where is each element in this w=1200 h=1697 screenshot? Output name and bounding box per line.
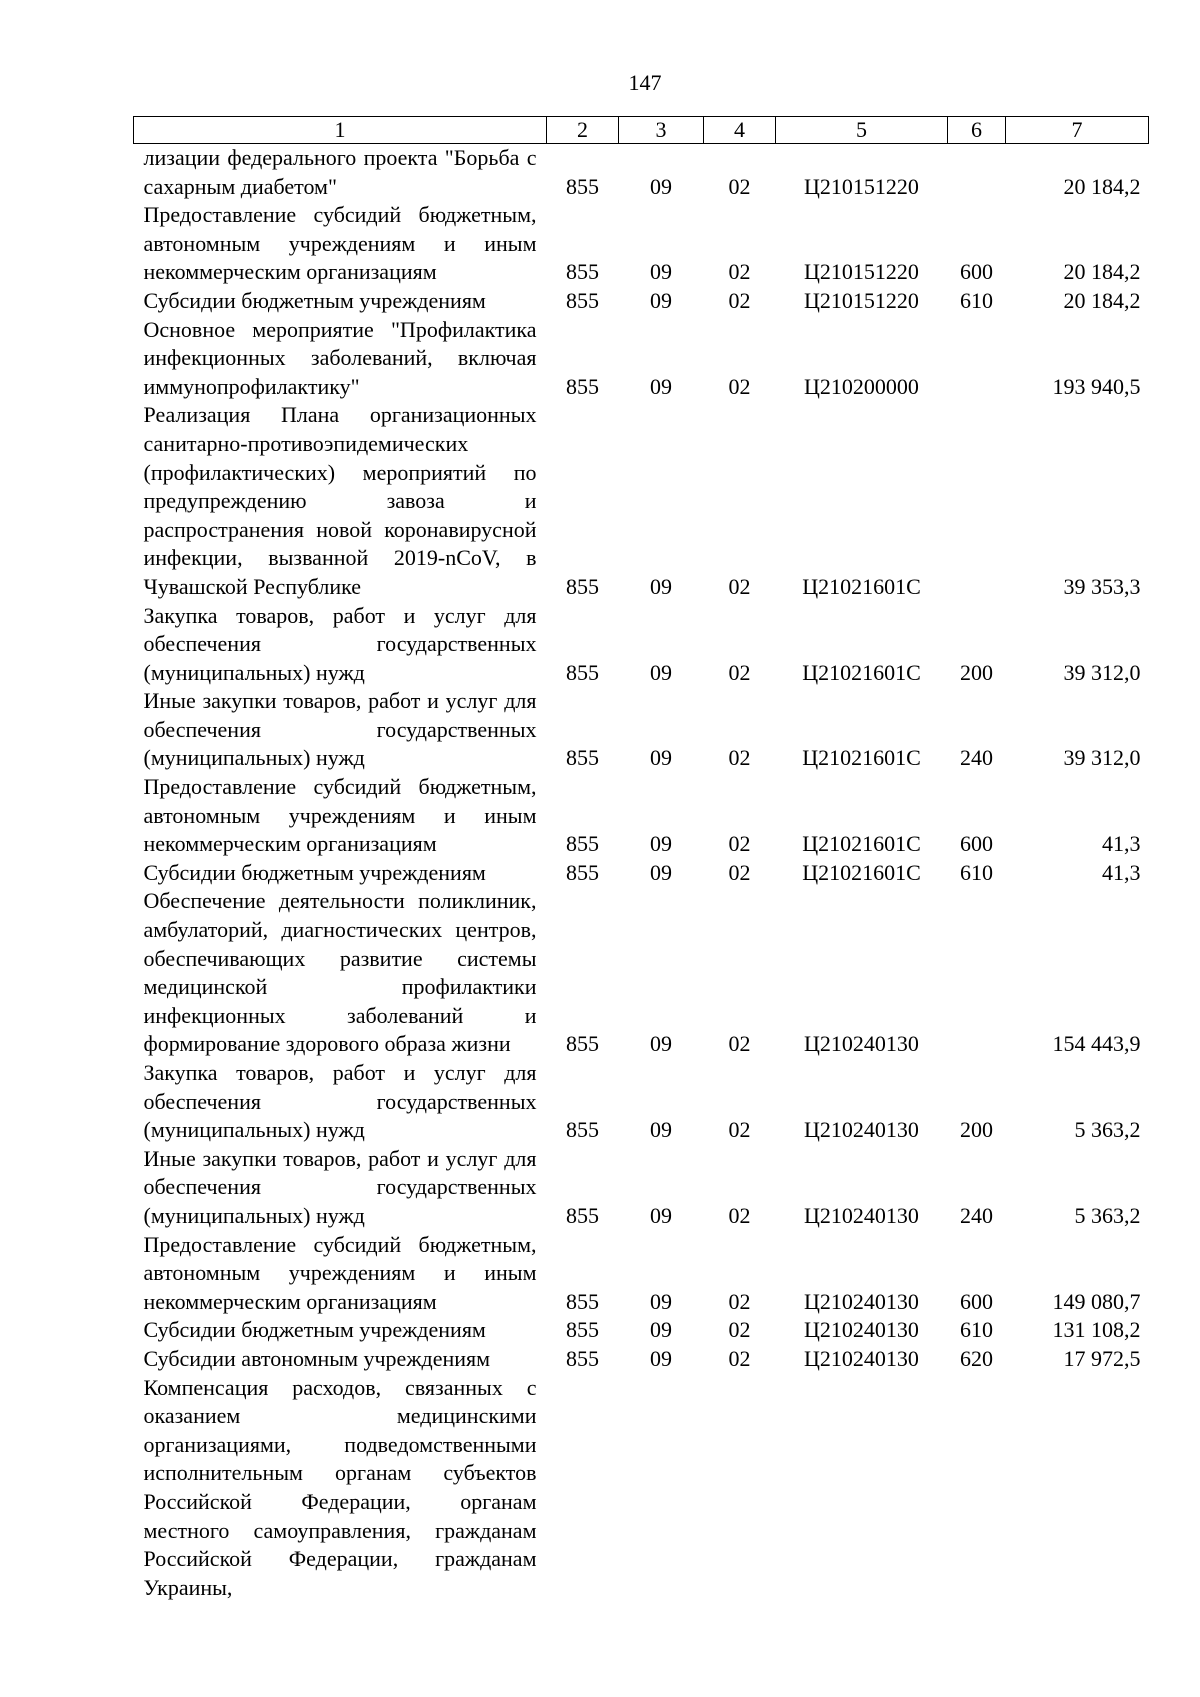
table-row (134, 287, 1149, 316)
row-target-article: Ц210151220 (804, 173, 919, 199)
row-section: 09 (650, 1317, 672, 1343)
row-sum: 17 972,5 (1063, 1345, 1141, 1371)
row-target-article: Ц21021601С (802, 659, 921, 685)
row-name: Субсидии бюджетным учреждениям (143, 287, 486, 313)
row-grbs: 855 (566, 287, 599, 313)
row-subsection: 02 (728, 1202, 751, 1228)
row-target-article: Ц210240130 (804, 1117, 919, 1143)
row-expense-type: 600 (960, 259, 993, 285)
row-name: Реализация Плана организационных санитарно-противоэпидемических (профилактических) мероприятий по предупреждению завоза и распространения новой коронавирусной инфекции, вызванной 2019-nCoV, в Чувашской Республике (143, 402, 537, 599)
table-row (134, 773, 1149, 859)
row-target-article: Ц21021601С (802, 745, 921, 771)
row-sum: 41,3 (1102, 831, 1141, 857)
row-name: Обеспечение деятельности поликлиник, амбулаторий, диагностических центров, обеспечивающих развитие системы медицинской профилактики инфекционных заболеваний и формирование здорового образа жизни (143, 888, 537, 1057)
row-section: 09 (650, 373, 672, 399)
row-name: лизации федерального проекта "Борьба с сахарным диабетом" (143, 145, 537, 199)
row-subsection: 02 (728, 1031, 751, 1057)
row-target-article: Ц21021601С (802, 859, 921, 885)
table-row (134, 1145, 1149, 1231)
row-subsection: 02 (728, 1345, 751, 1371)
table-row (134, 1059, 1149, 1145)
row-subsection: 02 (728, 173, 751, 199)
header-col-4: 4 (704, 117, 776, 144)
row-subsection: 02 (728, 659, 751, 685)
row-expense-type: 240 (960, 745, 993, 771)
row-section: 09 (650, 831, 672, 857)
row-sum: 41,3 (1102, 859, 1141, 885)
row-grbs: 855 (566, 1345, 599, 1371)
row-sum: 154 443,9 (1052, 1031, 1141, 1057)
row-target-article: Ц210240130 (804, 1317, 919, 1343)
row-sum: 20 184,2 (1063, 173, 1141, 199)
table-row (134, 859, 1149, 888)
table-row (134, 687, 1149, 773)
row-subsection: 02 (728, 859, 751, 885)
row-sum: 131 108,2 (1052, 1317, 1141, 1343)
table-row (134, 1316, 1149, 1345)
row-subsection: 02 (728, 1288, 751, 1314)
row-grbs: 855 (566, 1202, 599, 1228)
row-expense-type: 200 (960, 659, 993, 685)
row-sum: 149 080,7 (1052, 1288, 1141, 1314)
row-sum: 20 184,2 (1063, 287, 1141, 313)
row-section: 09 (650, 745, 672, 771)
table-row (134, 401, 1149, 601)
row-section: 09 (650, 1345, 672, 1371)
row-section: 09 (650, 1117, 672, 1143)
row-section: 09 (650, 1031, 672, 1057)
budget-table (133, 116, 1149, 1602)
row-expense-type: 240 (960, 1202, 993, 1228)
row-sum: 5 363,2 (1074, 1117, 1141, 1143)
row-name: Иные закупки товаров, работ и услуг для обеспечения государственных (муниципальных) нужд (143, 1145, 537, 1228)
table-row (134, 887, 1149, 1059)
row-sum: 193 940,5 (1052, 373, 1141, 399)
row-subsection: 02 (728, 259, 751, 285)
row-section: 09 (650, 659, 672, 685)
row-name: Субсидии автономным учреждениям (143, 1345, 491, 1371)
row-subsection: 02 (728, 287, 751, 313)
row-expense-type: 610 (960, 287, 993, 313)
row-section: 09 (650, 259, 672, 285)
row-target-article: Ц210200000 (804, 373, 919, 399)
row-section (619, 1374, 704, 1603)
row-expense-type (948, 316, 1006, 402)
row-target-article (776, 1374, 948, 1603)
row-target-article: Ц210240130 (804, 1202, 919, 1228)
row-grbs: 855 (566, 859, 599, 885)
row-expense-type (948, 401, 1006, 601)
row-grbs: 855 (566, 173, 599, 199)
row-section: 09 (650, 573, 672, 599)
row-subsection: 02 (728, 831, 751, 857)
row-subsection: 02 (728, 373, 751, 399)
header-col-6: 6 (948, 117, 1006, 144)
row-grbs: 855 (566, 1317, 599, 1343)
row-subsection: 02 (728, 1317, 751, 1343)
page-number: 147 (628, 70, 662, 95)
row-expense-type: 600 (960, 1288, 993, 1314)
table-row (134, 316, 1149, 402)
table-body (134, 144, 1149, 1603)
row-target-article: Ц21021601С (802, 573, 921, 599)
table-row (134, 1345, 1149, 1374)
row-name: Закупка товаров, работ и услуг для обеспечения государственных (муниципальных) нужд (143, 602, 537, 685)
row-grbs: 855 (566, 1117, 599, 1143)
row-grbs: 855 (566, 831, 599, 857)
row-section: 09 (650, 1202, 672, 1228)
row-expense-type (948, 1374, 1006, 1603)
row-sum: 20 184,2 (1063, 259, 1141, 285)
header-col-7: 7 (1006, 117, 1149, 144)
header-col-3: 3 (619, 117, 704, 144)
row-target-article: Ц210151220 (804, 259, 919, 285)
row-name: Основное мероприятие "Профилактика инфекционных заболеваний, включая иммунопрофилактику" (143, 316, 537, 399)
table-header-row (134, 117, 1149, 144)
row-grbs: 855 (566, 373, 599, 399)
row-expense-type: 610 (960, 1317, 993, 1343)
row-section: 09 (650, 287, 672, 313)
header-col-5: 5 (776, 117, 948, 144)
row-expense-type (948, 144, 1006, 202)
row-grbs (547, 1374, 619, 1603)
row-section: 09 (650, 173, 672, 199)
row-name: Закупка товаров, работ и услуг для обеспечения государственных (муниципальных) нужд (143, 1060, 537, 1143)
row-section: 09 (650, 859, 672, 885)
row-expense-type: 200 (960, 1117, 993, 1143)
row-expense-type (948, 887, 1006, 1059)
table-row (134, 1231, 1149, 1317)
row-expense-type: 620 (960, 1345, 993, 1371)
row-sum: 5 363,2 (1074, 1202, 1141, 1228)
row-grbs: 855 (566, 573, 599, 599)
row-expense-type: 600 (960, 831, 993, 857)
row-grbs: 855 (566, 1288, 599, 1314)
row-subsection (704, 1374, 776, 1603)
row-name: Предоставление субсидий бюджетным, автономным учреждениям и иным некоммерческим организациям (143, 202, 537, 285)
header-col-2: 2 (547, 117, 619, 144)
row-name: Компенсация расходов, связанных с оказанием медицинскими организациями, подведомственными исполнительным органам субъектов Российской Федерации, органам местного самоуправления, гражданам Российской Федерации, гражданам Украины, (143, 1374, 537, 1600)
row-name: Предоставление субсидий бюджетным, автономным учреждениям и иным некоммерческим организациям (143, 1231, 537, 1314)
table-row (134, 1374, 1149, 1603)
table-row (134, 144, 1149, 202)
row-target-article: Ц210240130 (804, 1031, 919, 1057)
row-target-article: Ц210240130 (804, 1345, 919, 1371)
row-subsection: 02 (728, 573, 751, 599)
row-sum: 39 312,0 (1063, 745, 1141, 771)
row-sum: 39 312,0 (1063, 659, 1141, 685)
header-col-1: 1 (134, 117, 547, 144)
row-grbs: 855 (566, 1031, 599, 1057)
row-target-article: Ц210240130 (804, 1288, 919, 1314)
row-name: Субсидии бюджетным учреждениям (143, 859, 486, 885)
row-name: Субсидии бюджетным учреждениям (143, 1317, 486, 1343)
row-grbs: 855 (566, 259, 599, 285)
row-grbs: 855 (566, 745, 599, 771)
row-grbs: 855 (566, 659, 599, 685)
row-section: 09 (650, 1288, 672, 1314)
row-sum: 39 353,3 (1063, 573, 1141, 599)
row-name: Предоставление субсидий бюджетным, автономным учреждениям и иным некоммерческим организациям (143, 774, 537, 857)
row-target-article: Ц210151220 (804, 287, 919, 313)
row-expense-type: 610 (960, 859, 993, 885)
row-name: Иные закупки товаров, работ и услуг для обеспечения государственных (муниципальных) нужд (143, 688, 537, 771)
row-subsection: 02 (728, 1117, 751, 1143)
row-subsection: 02 (728, 745, 751, 771)
table-row (134, 602, 1149, 688)
row-target-article: Ц21021601С (802, 831, 921, 857)
row-sum (1006, 1374, 1149, 1603)
table-row (134, 201, 1149, 287)
